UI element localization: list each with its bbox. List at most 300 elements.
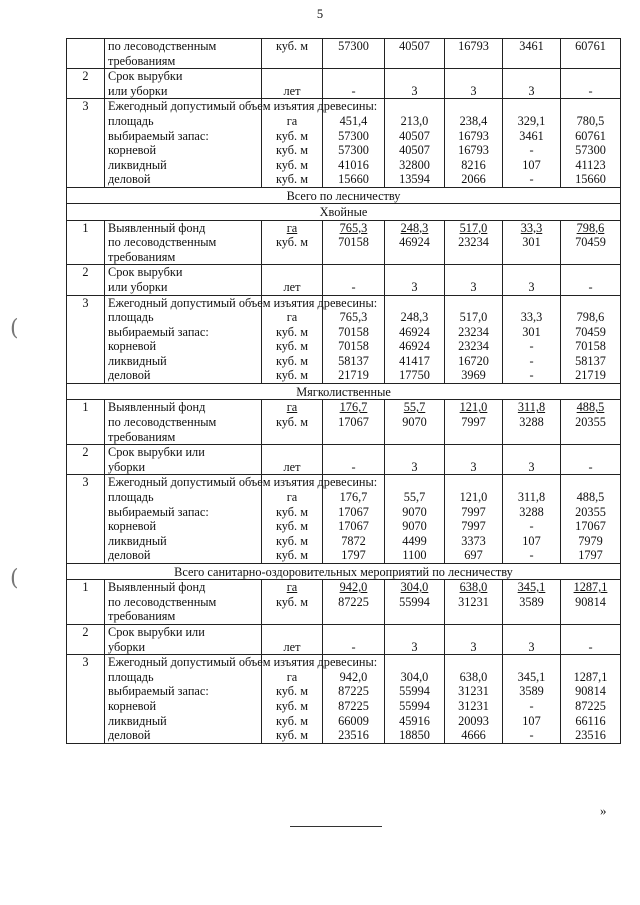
value: 107: [522, 157, 541, 172]
value: [326, 625, 381, 640]
value: 488,5: [576, 400, 605, 415]
description-line: выбираемый запас:: [108, 324, 209, 339]
value-cell: [503, 655, 561, 744]
value: [506, 99, 557, 114]
value: 7997: [461, 504, 486, 519]
value: 40507: [399, 39, 430, 53]
unit-value: куб. м: [276, 698, 308, 713]
unit-value: [265, 445, 319, 460]
value: 329,1: [517, 113, 546, 128]
value: 70158: [575, 339, 606, 354]
table-row: [67, 220, 621, 265]
unit-value: куб. м: [276, 339, 308, 354]
value: 45916: [399, 713, 430, 728]
description-line: требованиям: [108, 53, 176, 68]
description-line: Ежегодный допустимый объем изъятия древесины:: [108, 99, 378, 114]
value-cell: [445, 39, 503, 69]
description-line: ликвидный: [108, 353, 167, 368]
value: 33,3: [520, 220, 543, 235]
unit-value: га: [286, 669, 298, 684]
description-line: ликвидный: [108, 713, 167, 728]
value: [564, 296, 617, 311]
value: [506, 445, 557, 460]
value: 765,3: [339, 310, 368, 325]
unit-value: га: [286, 400, 298, 415]
value: 780,5: [576, 113, 605, 128]
unit-value: куб. м: [276, 39, 308, 53]
value-cell: [385, 400, 445, 445]
unit-value: куб. м: [276, 414, 308, 429]
description-line: деловой: [108, 368, 151, 383]
value-cell: [503, 265, 561, 295]
table-row: [67, 624, 621, 654]
unit-value: куб. м: [276, 324, 308, 339]
value-cell: [503, 39, 561, 69]
value: 17067: [338, 519, 369, 534]
value: 87225: [338, 698, 369, 713]
value: [448, 475, 499, 490]
unit-value: [265, 265, 319, 280]
value: -: [588, 279, 593, 294]
forest-data-table: [66, 38, 621, 744]
value: -: [529, 519, 534, 534]
value-cell: [323, 400, 385, 445]
value-cell: [503, 220, 561, 265]
value: -: [351, 459, 356, 474]
unit-value: куб. м: [276, 128, 308, 143]
value: [388, 69, 441, 84]
description-line: уборки: [108, 459, 146, 474]
value: 1797: [341, 548, 366, 563]
value: 16793: [458, 143, 489, 158]
table-row: [67, 580, 621, 625]
description-line: выбираемый запас:: [108, 504, 209, 519]
value: 40507: [399, 143, 430, 158]
value: 16793: [458, 128, 489, 143]
value: -: [529, 172, 534, 187]
value: 31231: [458, 684, 489, 699]
value: 23516: [338, 728, 369, 743]
value: 9070: [402, 519, 427, 534]
value: [448, 296, 499, 311]
unit-cell: [262, 624, 323, 654]
value: 90814: [575, 594, 606, 609]
value: 3: [528, 459, 535, 474]
value: 90814: [575, 684, 606, 699]
unit-value: куб. м: [276, 172, 308, 187]
value: 41016: [338, 157, 369, 172]
value: [564, 625, 617, 640]
value: 765,3: [339, 220, 368, 235]
value: 31231: [458, 698, 489, 713]
value: 20355: [575, 414, 606, 429]
unit-cell: [262, 445, 323, 475]
value-cell: [385, 624, 445, 654]
value: 9070: [402, 504, 427, 519]
unit-cell: [262, 580, 323, 625]
value: 41417: [399, 353, 430, 368]
value: 70459: [575, 324, 606, 339]
value: 13594: [399, 172, 430, 187]
value: [448, 445, 499, 460]
table-row: [67, 400, 621, 445]
unit-value: га: [286, 220, 298, 235]
description-line: площадь: [108, 669, 154, 684]
value: 55994: [399, 684, 430, 699]
unit-value: лет: [283, 83, 301, 98]
value: 1287,1: [573, 580, 608, 595]
value: [506, 475, 557, 490]
value: [564, 265, 617, 280]
value: 311,8: [517, 489, 546, 504]
value: 16720: [458, 353, 489, 368]
value-cell: [323, 580, 385, 625]
value-cell: [561, 624, 621, 654]
unit-value: лет: [283, 639, 301, 654]
value: [388, 445, 441, 460]
unit-value: лет: [283, 279, 301, 294]
unit-value: куб. м: [276, 519, 308, 534]
description-line: по лесоводственным: [108, 414, 217, 429]
footer-rule: [290, 826, 382, 827]
value: [564, 475, 617, 490]
table-row: [67, 295, 621, 384]
value-cell: [445, 220, 503, 265]
value: 3969: [461, 368, 486, 383]
value: 3373: [461, 533, 486, 548]
value: 70158: [338, 235, 369, 250]
value: 17067: [338, 504, 369, 519]
value: 3: [470, 459, 477, 474]
value-cell: [561, 655, 621, 744]
value: 942,0: [339, 580, 368, 595]
description-line: Ежегодный допустимый объем изъятия древесины:: [108, 295, 378, 310]
value: 517,0: [459, 310, 488, 325]
row-description: [105, 580, 262, 625]
value: 3589: [519, 684, 544, 699]
value: 60761: [575, 128, 606, 143]
value-cell: [503, 295, 561, 384]
value: 301: [522, 235, 541, 250]
value: 3: [411, 279, 418, 294]
description-line: площадь: [108, 310, 154, 325]
value: 3: [411, 83, 418, 98]
section-header-row: [67, 563, 621, 579]
description-line: Ежегодный допустимый объем изъятия древесины:: [108, 655, 378, 670]
value: [448, 69, 499, 84]
value: -: [529, 728, 534, 743]
value: 3461: [519, 39, 544, 53]
description-line: Срок вырубки: [108, 69, 183, 84]
value: 46924: [399, 324, 430, 339]
table-row: [67, 475, 621, 564]
value: [388, 475, 441, 490]
value-cell: [561, 295, 621, 384]
value: 3: [470, 279, 477, 294]
row-description: [105, 69, 262, 99]
value-cell: [323, 69, 385, 99]
value: 7997: [461, 519, 486, 534]
description-line: по лесоводственным: [108, 594, 217, 609]
value: [448, 265, 499, 280]
value: 57300: [575, 143, 606, 158]
description-line: корневой: [108, 143, 157, 158]
unit-value: куб. м: [276, 713, 308, 728]
unit-cell: [262, 39, 323, 69]
value-cell: [323, 265, 385, 295]
unit-value: куб. м: [276, 594, 308, 609]
value: 176,7: [339, 400, 368, 415]
value: 304,0: [400, 580, 429, 595]
value: 32800: [399, 157, 430, 172]
row-number: 2: [67, 69, 105, 99]
value: -: [529, 368, 534, 383]
value: 46924: [399, 235, 430, 250]
value-cell: [503, 445, 561, 475]
description-line: корневой: [108, 519, 157, 534]
value-cell: [323, 624, 385, 654]
table-row: [67, 99, 621, 188]
value: [448, 655, 499, 670]
value: [506, 625, 557, 640]
value-cell: [503, 624, 561, 654]
row-number: 1: [67, 220, 105, 265]
value: 304,0: [400, 669, 429, 684]
unit-value: га: [286, 310, 298, 325]
value: -: [351, 279, 356, 294]
unit-value: га: [286, 489, 298, 504]
value: 311,8: [517, 400, 546, 415]
unit-value: куб. м: [276, 235, 308, 250]
value: 3288: [519, 414, 544, 429]
value: 121,0: [459, 489, 488, 504]
table-row: [67, 39, 621, 69]
value: -: [529, 548, 534, 563]
description-line: площадь: [108, 489, 154, 504]
value-cell: [385, 445, 445, 475]
unit-value: [265, 625, 319, 640]
value-cell: [445, 580, 503, 625]
value: 17750: [399, 368, 430, 383]
row-description: [105, 265, 262, 295]
value: 798,6: [576, 220, 605, 235]
value: [388, 655, 441, 670]
value: 107: [522, 713, 541, 728]
value: [564, 655, 617, 670]
value: 15660: [338, 172, 369, 187]
value: 7997: [461, 414, 486, 429]
value: [388, 625, 441, 640]
margin-mark: (: [10, 316, 19, 341]
description-line: Выявленный фонд: [108, 400, 206, 415]
value: 18850: [399, 728, 430, 743]
value: 8216: [461, 157, 486, 172]
unit-value: куб. м: [276, 504, 308, 519]
value: [326, 265, 381, 280]
value-cell: [445, 295, 503, 384]
section-header-row: [67, 384, 621, 400]
value: -: [529, 143, 534, 158]
value: 3: [411, 459, 418, 474]
section-header: Хвойные: [67, 204, 621, 220]
row-number: 1: [67, 580, 105, 625]
value: 248,3: [400, 310, 429, 325]
value: 55994: [399, 594, 430, 609]
description-line: или уборки: [108, 83, 168, 98]
value-cell: [385, 580, 445, 625]
unit-cell: [262, 400, 323, 445]
unit-cell: [262, 69, 323, 99]
description-line: корневой: [108, 339, 157, 354]
description-line: корневой: [108, 698, 157, 713]
value: 7979: [578, 533, 603, 548]
value: -: [588, 459, 593, 474]
value: 58137: [338, 353, 369, 368]
description-line: требованиям: [108, 609, 176, 624]
value-cell: [561, 69, 621, 99]
value: 70459: [575, 235, 606, 250]
row-number: 3: [67, 295, 105, 384]
value: 17067: [575, 519, 606, 534]
value: 345,1: [517, 669, 546, 684]
value-cell: [561, 265, 621, 295]
table-row: [67, 655, 621, 744]
value: 87225: [338, 594, 369, 609]
value: 23234: [458, 339, 489, 354]
value: 33,3: [520, 310, 543, 325]
value-cell: [385, 655, 445, 744]
row-number: 2: [67, 445, 105, 475]
value-cell: [445, 400, 503, 445]
value: -: [529, 339, 534, 354]
value-cell: [503, 475, 561, 564]
value: 16793: [458, 39, 489, 53]
row-number: 3: [67, 655, 105, 744]
table-row: [67, 69, 621, 99]
value: 3: [528, 279, 535, 294]
unit-value: куб. м: [276, 143, 308, 158]
value: 3: [528, 83, 535, 98]
value: 21719: [338, 368, 369, 383]
value: 46924: [399, 339, 430, 354]
unit-value: куб. м: [276, 157, 308, 172]
value: -: [351, 83, 356, 98]
value: 3: [470, 639, 477, 654]
value: 23234: [458, 324, 489, 339]
description-line: выбираемый запас:: [108, 128, 209, 143]
value: 488,5: [576, 489, 605, 504]
unit-value: куб. м: [276, 684, 308, 699]
value: 697: [464, 548, 483, 563]
value-cell: [561, 445, 621, 475]
value: [448, 625, 499, 640]
section-header: Всего по лесничеству: [67, 187, 621, 203]
value: 3589: [519, 594, 544, 609]
value: 451,4: [339, 113, 368, 128]
value: 345,1: [517, 580, 546, 595]
value: 3: [470, 83, 477, 98]
description-line: площадь: [108, 113, 154, 128]
value: 60761: [575, 39, 606, 53]
value: 3288: [519, 504, 544, 519]
description-line: Срок вырубки или: [108, 624, 205, 639]
description-line: деловой: [108, 548, 151, 563]
value-cell: [445, 69, 503, 99]
description-line: требованиям: [108, 249, 176, 264]
value: 2066: [461, 172, 486, 187]
value: 41123: [575, 157, 606, 172]
unit-value: лет: [283, 459, 301, 474]
value: [448, 99, 499, 114]
value-cell: [445, 445, 503, 475]
value: 17067: [338, 414, 369, 429]
value: 66116: [575, 713, 606, 728]
value: 3461: [519, 128, 544, 143]
row-number: 2: [67, 624, 105, 654]
value: [326, 69, 381, 84]
value: 70158: [338, 324, 369, 339]
row-number: 1: [67, 400, 105, 445]
value: 57300: [338, 143, 369, 158]
value: 55994: [399, 698, 430, 713]
value: 7872: [341, 533, 366, 548]
value: 9070: [402, 414, 427, 429]
value-cell: [323, 445, 385, 475]
value: [506, 69, 557, 84]
value: [564, 69, 617, 84]
unit-value: [265, 69, 319, 84]
value-cell: [385, 295, 445, 384]
unit-value: куб. м: [276, 728, 308, 743]
value: 66009: [338, 713, 369, 728]
value-cell: [561, 400, 621, 445]
unit-value: куб. м: [276, 368, 308, 383]
table-row: [67, 265, 621, 295]
value-cell: [385, 265, 445, 295]
value: 58137: [575, 353, 606, 368]
value: 23516: [575, 728, 606, 743]
value: 1797: [578, 548, 603, 563]
description-line: требованиям: [108, 429, 176, 444]
value-cell: [445, 655, 503, 744]
value: 55,7: [403, 489, 426, 504]
value: [388, 265, 441, 280]
value-cell: [445, 99, 503, 188]
unit-cell: [262, 265, 323, 295]
value: [564, 99, 617, 114]
row-description: [105, 445, 262, 475]
row-description: [105, 400, 262, 445]
section-header: Мягколиственные: [67, 384, 621, 400]
value-cell: [561, 99, 621, 188]
description-line: Выявленный фонд: [108, 580, 206, 595]
value: 3: [528, 639, 535, 654]
row-description: [105, 39, 262, 69]
value: 121,0: [459, 400, 488, 415]
value-cell: [445, 624, 503, 654]
value: 57300: [338, 128, 369, 143]
value: 176,7: [339, 489, 368, 504]
description-line: уборки: [108, 639, 146, 654]
value-cell: [561, 220, 621, 265]
description-line: Срок вырубки: [108, 265, 183, 280]
value-cell: [323, 39, 385, 69]
row-number: [67, 39, 105, 69]
description-line: выбираемый запас:: [108, 684, 209, 699]
value: 798,6: [576, 310, 605, 325]
unit-value: куб. м: [276, 548, 308, 563]
value: 20355: [575, 504, 606, 519]
